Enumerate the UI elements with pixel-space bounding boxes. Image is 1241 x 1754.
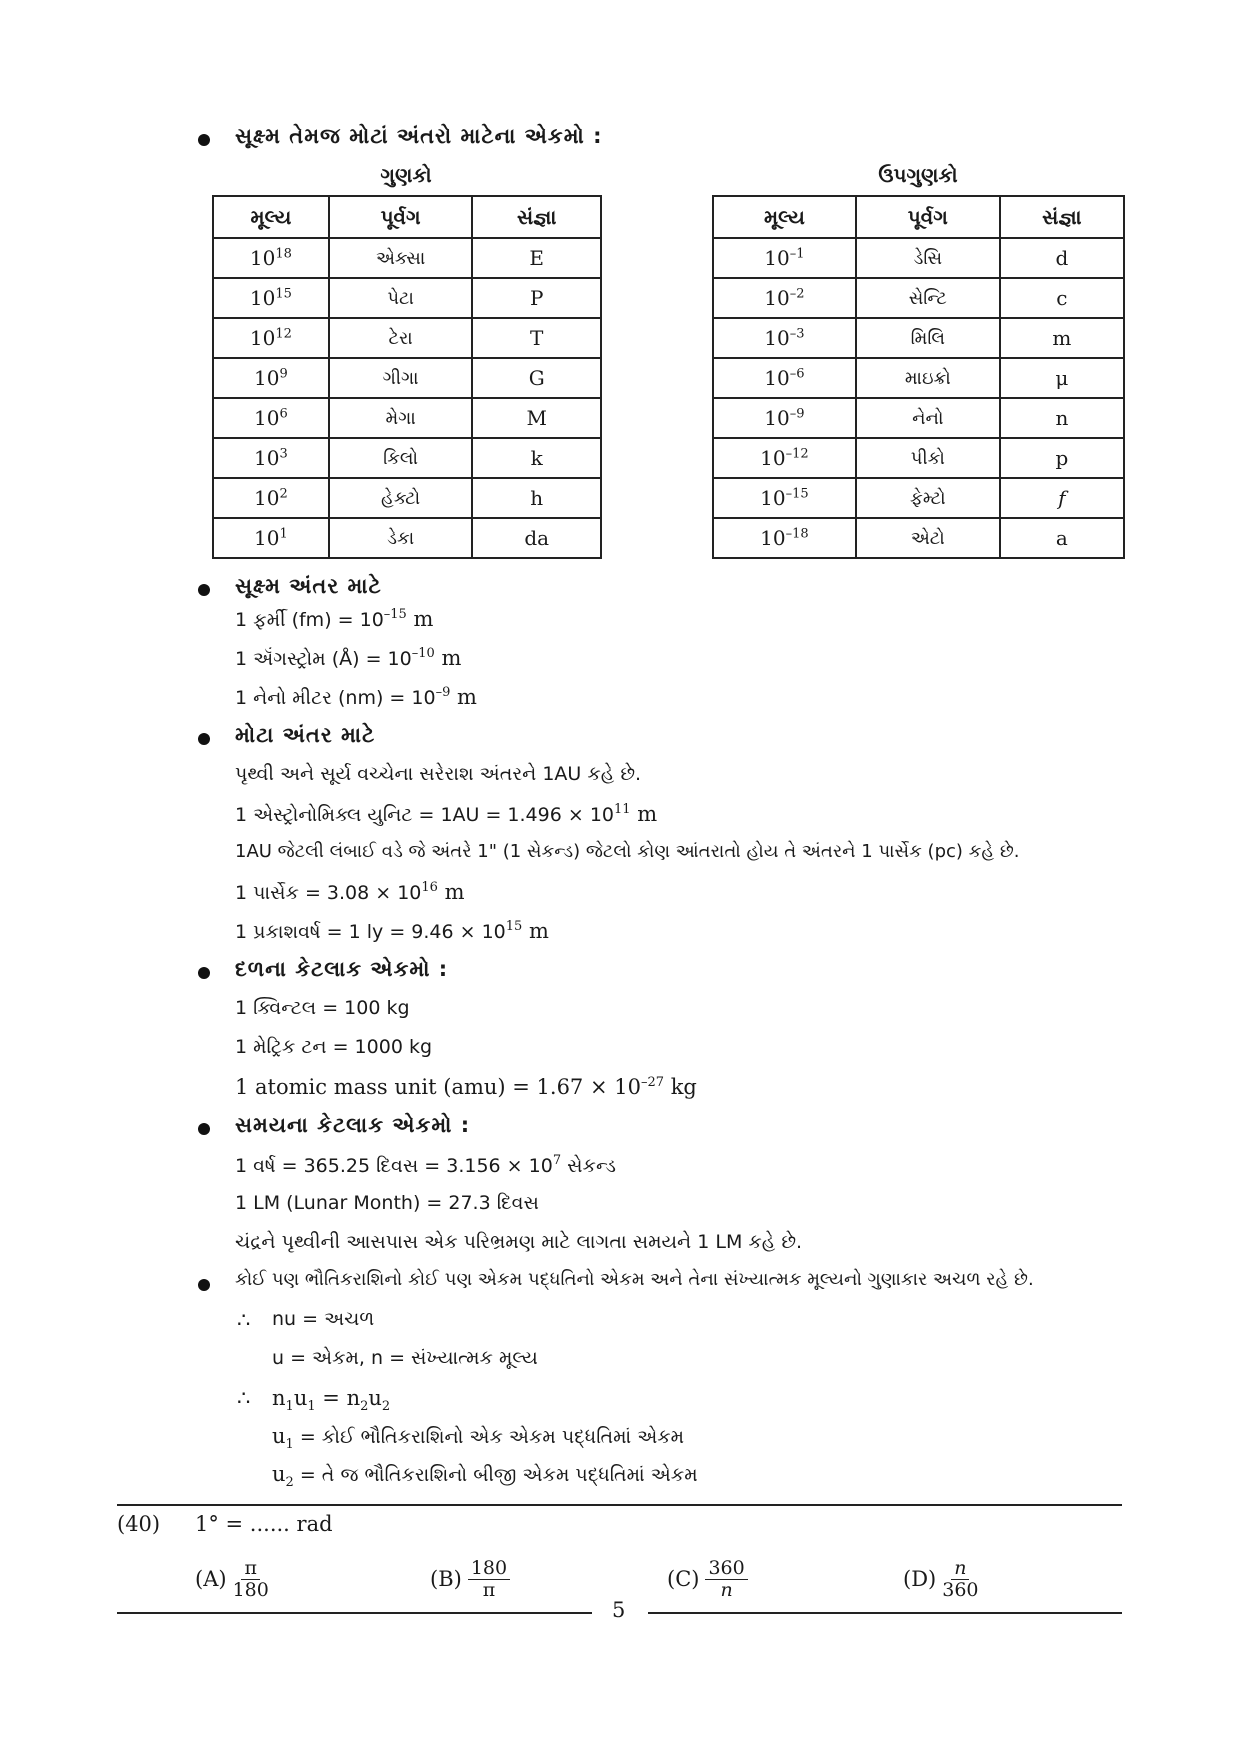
n1u1-equation: $n_1u_1 = n_2u_2$ (272, 1386, 391, 1415)
question-number: (40) (117, 1512, 161, 1536)
mass-heading: દળના કેટલાક એકમો : (235, 957, 449, 981)
table-row (213, 518, 601, 558)
header-value: મૂલ્ય (713, 196, 856, 238)
value-cell: $10^{-2}$ (713, 278, 856, 318)
table-row (213, 478, 601, 518)
symbol-cell: E (472, 238, 601, 278)
nu-constant-line: nu = અચળ (272, 1308, 375, 1330)
symbol-cell: a (1000, 518, 1124, 558)
symbol-cell: h (472, 478, 601, 518)
time-heading: સમયના કેટલાક એકમો : (235, 1113, 471, 1137)
submultiples-caption: ઉપગુણકો (878, 163, 958, 187)
table-row (713, 398, 1124, 438)
footer-rule-left (117, 1612, 592, 1614)
fermi-line: 1 ફર્મી $(fm) = 10^{-15}$ m (235, 607, 434, 631)
value-cell: $10^{-18}$ (713, 518, 856, 558)
angstrom-line: 1 ઍંગસ્ટ્રોમ (Å) = $10^{-10}$ m (235, 646, 462, 670)
symbol-cell: n (1000, 398, 1124, 438)
value-cell: $10^1$ (213, 518, 329, 558)
prefix-cell: સેન્ટિ (856, 278, 1000, 318)
value-cell: $10^6$ (213, 398, 329, 438)
option-c[interactable]: (C) $\frac{360}{n}$ (667, 1558, 748, 1601)
table-row (213, 358, 601, 398)
prefix-cell: કિલો (329, 438, 473, 478)
u-n-definition-line: u = એકમ, n = સંખ્યાત્મક મૂલ્ય (272, 1347, 538, 1369)
prefix-cell: ફેમ્ટો (856, 478, 1000, 518)
nanometer-line: 1 નેનો મીટર $(nm) = 10^{-9}$ m (235, 685, 477, 709)
table-row (713, 318, 1124, 358)
year-line: 1 વર્ષ = 365.25 દિવસ = $3.156 \times 10^7$ સેકન્ડ (235, 1153, 616, 1177)
lunar-month-definition: ચંદ્રને પૃથ્વીની આસપાસ એક પરિભ્રમણ માટે લાગતા સમયને 1 LM કહે છે. (235, 1231, 803, 1253)
header-symbol: સંજ્ઞા (472, 196, 601, 238)
table-row (213, 278, 601, 318)
u1-definition: $u_1$ = કોઈ ભૌતિકરાશિનો એક એકમ પદ્ધતિમાં એકમ (272, 1424, 685, 1453)
option-b[interactable]: (B) $\frac{180}{\pi}$ (430, 1558, 510, 1601)
page-number: 5 (612, 1598, 626, 1622)
question-text: 1° = ...... rad (195, 1512, 333, 1536)
prefix-cell: નેનો (856, 398, 1000, 438)
lunar-month-line: 1 LM (Lunar Month) = 27.3 દિવસ (235, 1192, 539, 1214)
symbol-cell: f (1000, 478, 1124, 518)
large-distance-heading: મોટા અંતર માટે (235, 723, 376, 747)
symbol-cell: M (472, 398, 601, 438)
multiples-table (212, 195, 602, 559)
prefix-cell: પેટા (329, 278, 473, 318)
quintal-line: 1 ક્વિન્ટલ = 100 kg (235, 997, 410, 1019)
value-cell: $10^{-12}$ (713, 438, 856, 478)
symbol-cell: k (472, 438, 601, 478)
bullet (198, 733, 210, 745)
header-value: મૂલ્ય (213, 196, 329, 238)
section-divider (117, 1504, 1122, 1506)
table-row (213, 398, 601, 438)
value-cell: $10^{-9}$ (713, 398, 856, 438)
table-row (213, 318, 601, 358)
bullet (198, 584, 210, 596)
table-row (713, 358, 1124, 398)
symbol-cell: G (472, 358, 601, 398)
table-row (713, 438, 1124, 478)
symbol-cell: p (1000, 438, 1124, 478)
submultiples-table (712, 195, 1125, 559)
symbol-cell: da (472, 518, 601, 558)
bullet (198, 134, 210, 146)
option-d[interactable]: (D) $\frac{n}{360}$ (903, 1557, 979, 1601)
value-cell: $10^9$ (213, 358, 329, 398)
prefix-cell: એક્સા (329, 238, 473, 278)
prefix-cell: મિલિ (856, 318, 1000, 358)
au-value-line: 1 એસ્ટ્રોનોમિક્લ યુનિટ = $1AU = 1.496 \times 10^{11}$ m (235, 802, 658, 826)
prefix-cell: ડેસિ (856, 238, 1000, 278)
prefix-cell: મેગા (329, 398, 473, 438)
footer-rule-right (648, 1612, 1122, 1614)
therefore-symbol: ∴ (237, 1386, 251, 1410)
header-prefix: પૂર્વગ (329, 196, 473, 238)
option-a[interactable]: (A) $\frac{\pi}{180}$ (195, 1557, 269, 1601)
symbol-cell: d (1000, 238, 1124, 278)
value-cell: $10^{-15}$ (713, 478, 856, 518)
prefix-cell: ટેરા (329, 318, 473, 358)
value-cell: $10^{15}$ (213, 278, 329, 318)
symbol-cell: c (1000, 278, 1124, 318)
table-row (713, 478, 1124, 518)
value-cell: $10^3$ (213, 438, 329, 478)
table-row (213, 438, 601, 478)
table-row (213, 238, 601, 278)
table-header-row (713, 196, 1124, 238)
parsec-value-line: 1 પાર્સેક = $3.08 \times 10^{16}$ m (235, 880, 465, 904)
u2-definition: $u_2$ = તે જ ભૌતિકરાશિનો બીજી એકમ પદ્ધતિમાં એકમ (272, 1462, 698, 1491)
prefix-cell: હેક્ટો (329, 478, 473, 518)
symbol-cell: μ (1000, 358, 1124, 398)
therefore-symbol: ∴ (237, 1308, 251, 1332)
value-cell: $10^2$ (213, 478, 329, 518)
bullet (198, 967, 210, 979)
prefix-cell: ડેકા (329, 518, 473, 558)
table-row (713, 518, 1124, 558)
value-cell: $10^{18}$ (213, 238, 329, 278)
symbol-cell: P (472, 278, 601, 318)
parsec-definition: 1AU જેટલી લંબાઈ વડે જે અંતરે 1" (1 સેકન્ડ) જેટલો કોણ આંતરાતો હોય તે અંતરને 1 પાર્સેક (pc) કહે છે. (235, 841, 1020, 862)
small-distance-heading: સૂક્ષ્મ અંતર માટે (235, 574, 382, 598)
symbol-cell: m (1000, 318, 1124, 358)
amu-line: 1 atomic mass unit $(amu) = 1.67 \times 10^{-27}$ kg (235, 1075, 697, 1099)
multiples-caption: ગુણકો (380, 163, 432, 187)
value-cell: $10^{-3}$ (713, 318, 856, 358)
table-row (713, 278, 1124, 318)
prefix-cell: માઇક્રો (856, 358, 1000, 398)
metric-ton-line: 1 મેટ્રિક ટન = 1000 kg (235, 1036, 433, 1058)
prefix-cell: પીકો (856, 438, 1000, 478)
bullet (198, 1279, 210, 1291)
units-heading: સૂક્ષ્મ તેમજ મોટાં અંતરો માટેના એકમો : (235, 124, 603, 148)
bullet (198, 1123, 210, 1135)
product-rule-text: કોઈ પણ ભૌતિકરાશિનો કોઈ પણ એકમ પદ્ધતિનો એકમ અને તેના સંખ્યાત્મક મૂલ્યનો ગુણાકાર અચળ રહે છે. (235, 1269, 1034, 1290)
symbol-cell: T (472, 318, 601, 358)
value-cell: $10^{12}$ (213, 318, 329, 358)
header-symbol: સંજ્ઞા (1000, 196, 1124, 238)
light-year-line: 1 પ્રકાશવર્ષ = 1 ly = $9.46 \times 10^{15}$ m (235, 919, 549, 943)
value-cell: $10^{-1}$ (713, 238, 856, 278)
prefix-cell: ગીગા (329, 358, 473, 398)
table-header-row (213, 196, 601, 238)
prefix-cell: એટો (856, 518, 1000, 558)
table-row (713, 238, 1124, 278)
au-definition: પૃથ્વી અને સૂર્ય વચ્ચેના સરેરાશ અંતરને 1AU કહે છે. (235, 763, 642, 785)
header-prefix: પૂર્વગ (856, 196, 1000, 238)
value-cell: $10^{-6}$ (713, 358, 856, 398)
